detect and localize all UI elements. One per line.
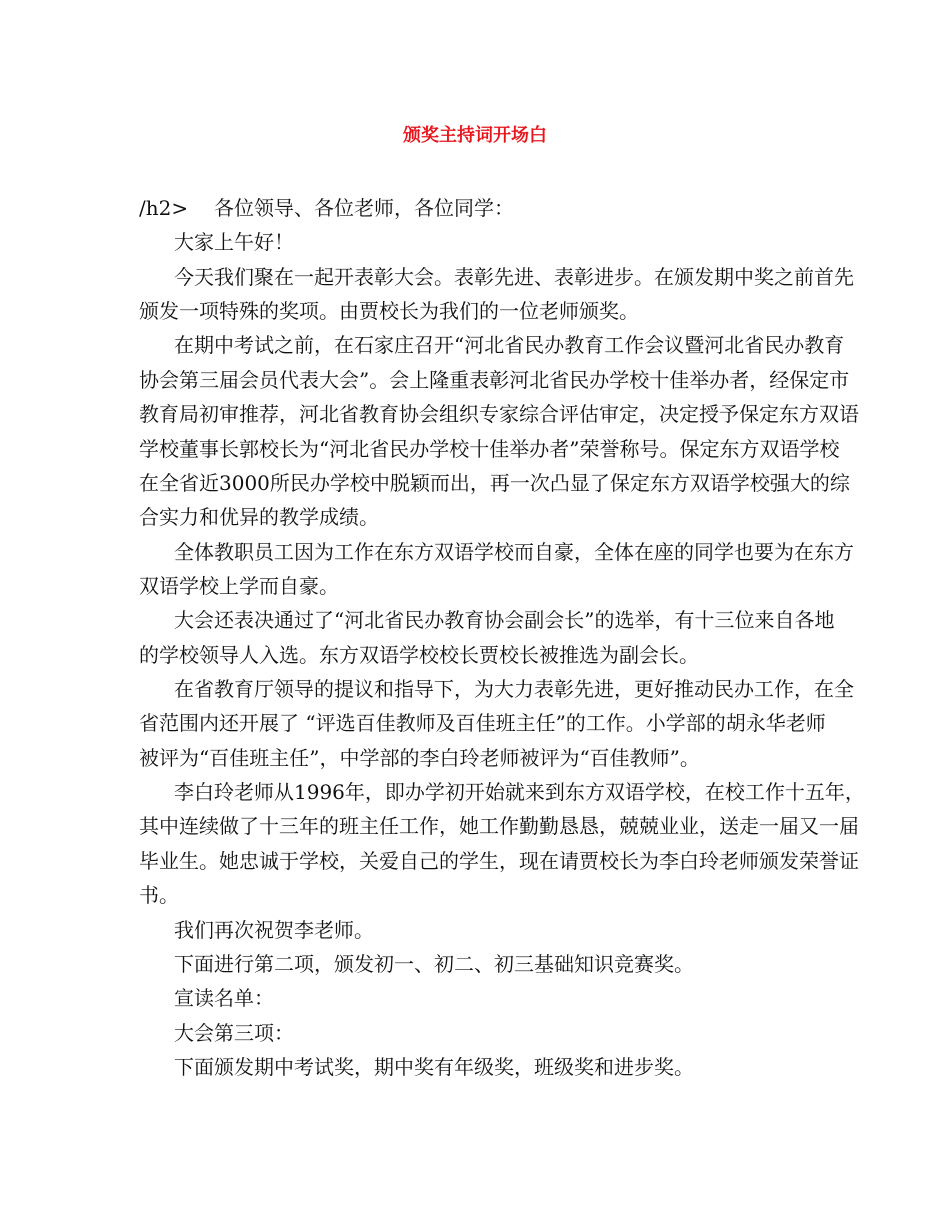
paragraph: [139, 603, 835, 672]
paragraph-line: 被评为“百佳班主任”，中学部的李白玲老师被评为“百佳教师”。: [139, 745, 700, 770]
paragraph-line: 教育局初审推荐，河北省教育协会组织专家综合评估审定，决定授予保定东方双语: [139, 402, 859, 427]
paragraph: [139, 913, 811, 947]
paragraph-line: 李白玲老师从1996年，即办学初开始就来到东方双语学校，在校工作十五年，: [174, 780, 865, 805]
document-title: 颁奖主持词开场白: [403, 125, 547, 146]
paragraph-line: 大会第三项：: [174, 1020, 294, 1045]
greeting-line: [139, 191, 811, 225]
document-body: [139, 191, 865, 1084]
paragraph-line: 大会还表决通过了“河北省民办教育协会副会长”的选举，有十三位来自各地: [174, 608, 835, 633]
paragraph-line: 省范围内还开展了 “评选百佳教师及百佳班主任”的工作。小学部的胡永华老师: [139, 711, 826, 736]
paragraph-line: 在省教育厅领导的提议和指导下，为大力表彰先进，更好推动民办工作，在全: [174, 677, 854, 702]
paragraph: [139, 225, 811, 259]
greeting-text: 各位领导、各位老师，各位同学：: [214, 196, 514, 220]
paragraph-line: 双语学校上学而自豪。: [139, 573, 339, 598]
paragraph-line: 颁发一项特殊的奖项。由贾校长为我们的一位老师颁奖。: [139, 299, 639, 324]
paragraph: [139, 1050, 811, 1084]
paragraph-line: 今天我们聚在一起开表彰大会。表彰先进、表彰进步。在颁发期中奖之前首先: [174, 264, 854, 289]
paragraph-line: 全体教职员工因为工作在东方双语学校而自豪，全体在座的同学也要为在东方: [174, 539, 854, 564]
paragraph-line: 其中连续做了十三年的班主任工作，她工作勤勤恳恳，兢兢业业，送走一届又一届: [139, 814, 859, 839]
paragraph-line: 在期中考试之前，在石家庄召开“河北省民办教育工作会议暨河北省民办教育: [174, 333, 845, 358]
paragraph-line: 在全省近3000所民办学校中脱颖而出，再一次凸显了保定东方双语学校强大的综: [139, 470, 850, 495]
paragraph-line: 合实力和优异的教学成绩。: [139, 505, 379, 530]
paragraph-line: 协会第三届会员代表大会”。会上隆重表彰河北省民办学校十佳举办者，经保定市: [139, 367, 850, 392]
paragraph-line: 下面颁发期中考试奖，期中奖有年级奖，班级奖和进步奖。: [174, 1054, 694, 1079]
paragraph: [139, 672, 854, 775]
paragraph: [139, 981, 811, 1015]
paragraph-line: 下面进行第二项，颁发初一、初二、初三基础知识竞赛奖。: [174, 951, 694, 976]
paragraph-line: 宣读名单：: [174, 986, 274, 1011]
paragraph: [139, 535, 854, 604]
paragraph: [139, 775, 865, 912]
paragraph-line: 学校董事长郭校长为“河北省民办学校十佳举办者”荣誉称号。保定东方双语学校: [139, 436, 840, 461]
paragraph: [139, 260, 854, 329]
paragraph: [139, 947, 811, 981]
paragraph: [139, 328, 859, 534]
paragraph-line: 的学校领导人入选。东方双语学校校长贾校长被推选为副会长。: [139, 642, 699, 667]
paragraph: [139, 1016, 811, 1050]
paragraph-line: 毕业生。她忠诚于学校，关爱自己的学生，现在请贾校长为李白玲老师颁发荣誉证: [139, 848, 859, 873]
paragraph-line: 书。: [139, 883, 179, 908]
paragraph-line: 我们再次祝贺李老师。: [174, 917, 374, 942]
paragraph-line: 大家上午好！: [174, 230, 294, 255]
stray-tag-text: /h2>: [139, 196, 189, 220]
